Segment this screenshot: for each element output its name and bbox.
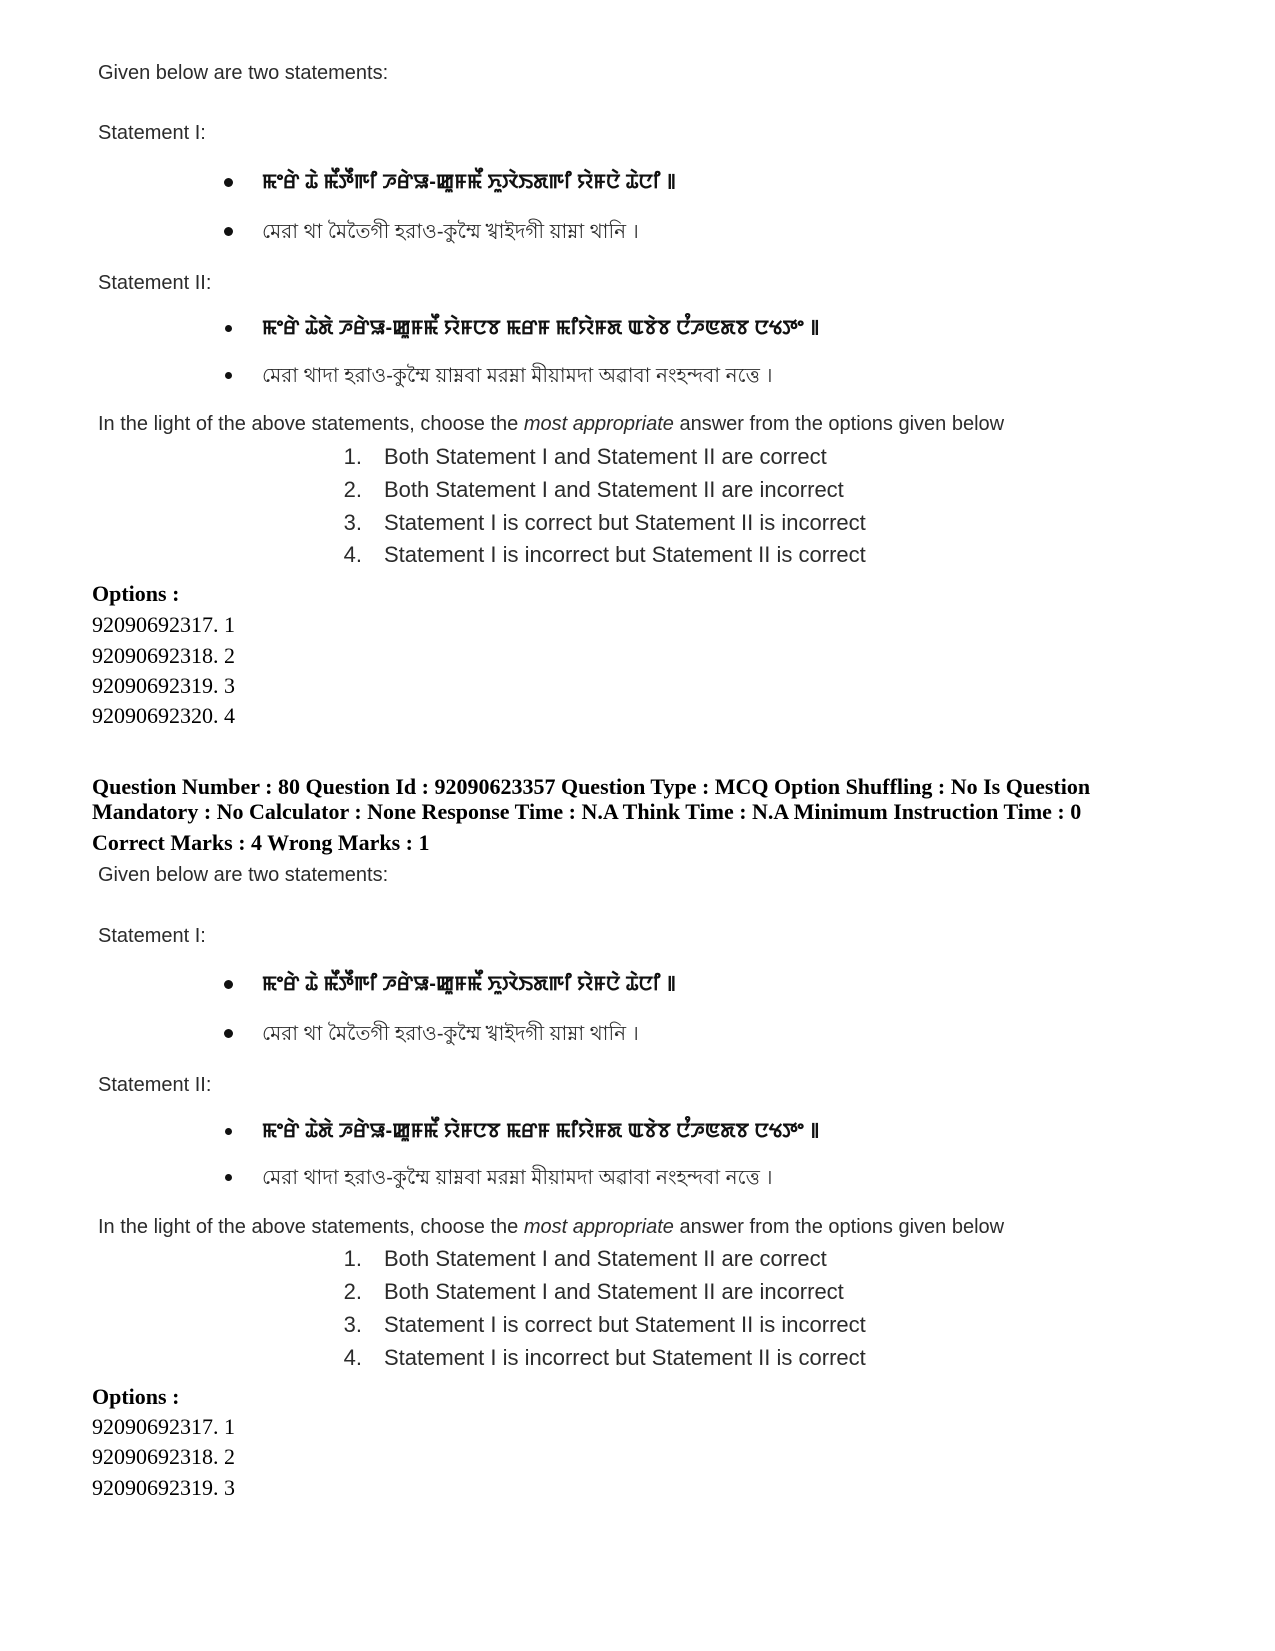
choice-text: Statement I is incorrect but Statement II is correct — [384, 1345, 866, 1370]
bullet-icon — [224, 1029, 233, 1038]
instruction-text — [98, 413, 1004, 436]
choice-number: 2. — [343, 1279, 362, 1304]
choice-text: Both Statement I and Statement II are incorrect — [384, 1279, 844, 1304]
option-row: 92090692318. 2 — [92, 1444, 235, 1469]
choice-text: Statement I is correct but Statement II is incorrect — [384, 1312, 866, 1337]
option-row: 92090692320. 4 — [92, 703, 235, 728]
bullet-icon — [224, 178, 233, 187]
bullet-icon — [225, 1174, 232, 1181]
intro-text: Given below are two statements: — [98, 864, 389, 886]
choice-text: Both Statement I and Statement II are correct — [384, 444, 827, 469]
bullet-icon — [225, 1128, 232, 1135]
statement-2-bengali: মেরা থাদা হরাও-কুম্মৈ য়াম্নবা মরম্না মীয়ামদা অৱাবা নংহন্দবা নত্তে । — [262, 1167, 773, 1189]
choice-number: 1. — [343, 444, 362, 469]
option-row: 92090692318. 2 — [92, 643, 235, 668]
statement-2-meetei-mayek: ꯃꯦꯔꯥ ꯊꯥꯗꯥ ꯍꯔꯥꯎ-ꯀꯨꯝꯃꯩ ꯌꯥꯝꯅꯕ ꯃꯔꯝ ꯃꯤꯌꯥꯝꯗ ꯑꯕꯥꯕ ꯅꯪꯍꯟꯗꯕ ꯅꯠꯇꯦ ꯫ — [262, 317, 820, 339]
choice-number: 4. — [343, 1345, 362, 1370]
instruction-part: In the light of the above statements, choose the — [98, 1216, 524, 1238]
statement-2-bengali: মেরা থাদা হরাও-কুম্মৈ য়াম্নবা মরম্না মীয়ামদা অৱাবা নংহন্দবা নত্তে । — [262, 365, 773, 387]
instruction-emphasis: most appropriate — [523, 413, 674, 435]
statement-2-label: Statement II: — [98, 1074, 212, 1096]
option-row: 92090692317. 1 — [92, 612, 235, 637]
choice-number: 1. — [343, 1246, 362, 1271]
question-header-line-2: Mandatory : No Calculator : None Response Time : N.A Think Time : N.A Minimum Instruction Time : 0 — [92, 799, 1082, 824]
statement-1-bengali: মেরা থা মৈতৈগী হরাও-কুম্মৈ খ্বাইদগী য়াম্না থানি । — [262, 1023, 639, 1045]
instruction-part: answer from the options given below — [673, 413, 1005, 435]
statement-1-label: Statement I: — [98, 122, 206, 144]
statement-1-meetei-mayek: ꯃꯦꯔꯥ ꯊꯥ ꯃꯩꯇꯩꯒꯤ ꯍꯔꯥꯎ-ꯀꯨꯝꯃꯩ ꯈꯨꯋꯥꯏꯗꯒꯤ ꯌꯥꯝꯅꯥ ꯊꯥꯅꯤ ꯫ — [262, 171, 676, 193]
choice-number: 3. — [343, 1312, 362, 1337]
choice-text: Statement I is incorrect but Statement II is correct — [384, 542, 866, 567]
statement-1-meetei-mayek: ꯃꯦꯔꯥ ꯊꯥ ꯃꯩꯇꯩꯒꯤ ꯍꯔꯥꯎ-ꯀꯨꯝꯃꯩ ꯈꯨꯋꯥꯏꯗꯒꯤ ꯌꯥꯝꯅꯥ ꯊꯥꯅꯤ ꯫ — [262, 973, 676, 995]
choice-number: 3. — [343, 510, 362, 535]
statement-1-label: Statement I: — [98, 925, 206, 947]
bullet-icon — [224, 980, 233, 989]
instruction-text — [98, 1216, 1004, 1239]
choice-text: Both Statement I and Statement II are correct — [384, 1246, 827, 1271]
bullet-icon — [225, 372, 232, 379]
question-header-line-1: Question Number : 80 Question Id : 92090623357 Question Type : MCQ Option Shuffling : No Is Question — [92, 774, 1091, 799]
bullet-icon — [224, 227, 233, 236]
options-label: Options : — [92, 581, 180, 606]
options-label: Options : — [92, 1384, 180, 1409]
option-row: 92090692319. 3 — [92, 1475, 235, 1500]
instruction-part: In the light of the above statements, choose the — [98, 413, 524, 435]
instruction-part: answer from the options given below — [673, 1216, 1005, 1238]
choice-number: 2. — [343, 477, 362, 502]
intro-text: Given below are two statements: — [98, 62, 389, 84]
statement-2-label: Statement II: — [98, 272, 212, 294]
choice-number: 4. — [343, 542, 362, 567]
statement-2-meetei-mayek: ꯃꯦꯔꯥ ꯊꯥꯗꯥ ꯍꯔꯥꯎ-ꯀꯨꯝꯃꯩ ꯌꯥꯝꯅꯕ ꯃꯔꯝ ꯃꯤꯌꯥꯝꯗ ꯑꯕꯥꯕ ꯅꯪꯍꯟꯗꯕ ꯅꯠꯇꯦ ꯫ — [262, 1120, 820, 1142]
choice-text: Statement I is correct but Statement II is incorrect — [384, 510, 866, 535]
question-header-line-3: Correct Marks : 4 Wrong Marks : 1 — [92, 830, 430, 855]
instruction-emphasis: most appropriate — [523, 1216, 674, 1238]
statement-1-bengali: মেরা থা মৈতৈগী হরাও-কুম্মৈ খ্বাইদগী য়াম্না থানি । — [262, 221, 639, 243]
option-row: 92090692319. 3 — [92, 673, 235, 698]
bullet-icon — [225, 325, 232, 332]
option-row: 92090692317. 1 — [92, 1414, 235, 1439]
choice-text: Both Statement I and Statement II are incorrect — [384, 477, 844, 502]
